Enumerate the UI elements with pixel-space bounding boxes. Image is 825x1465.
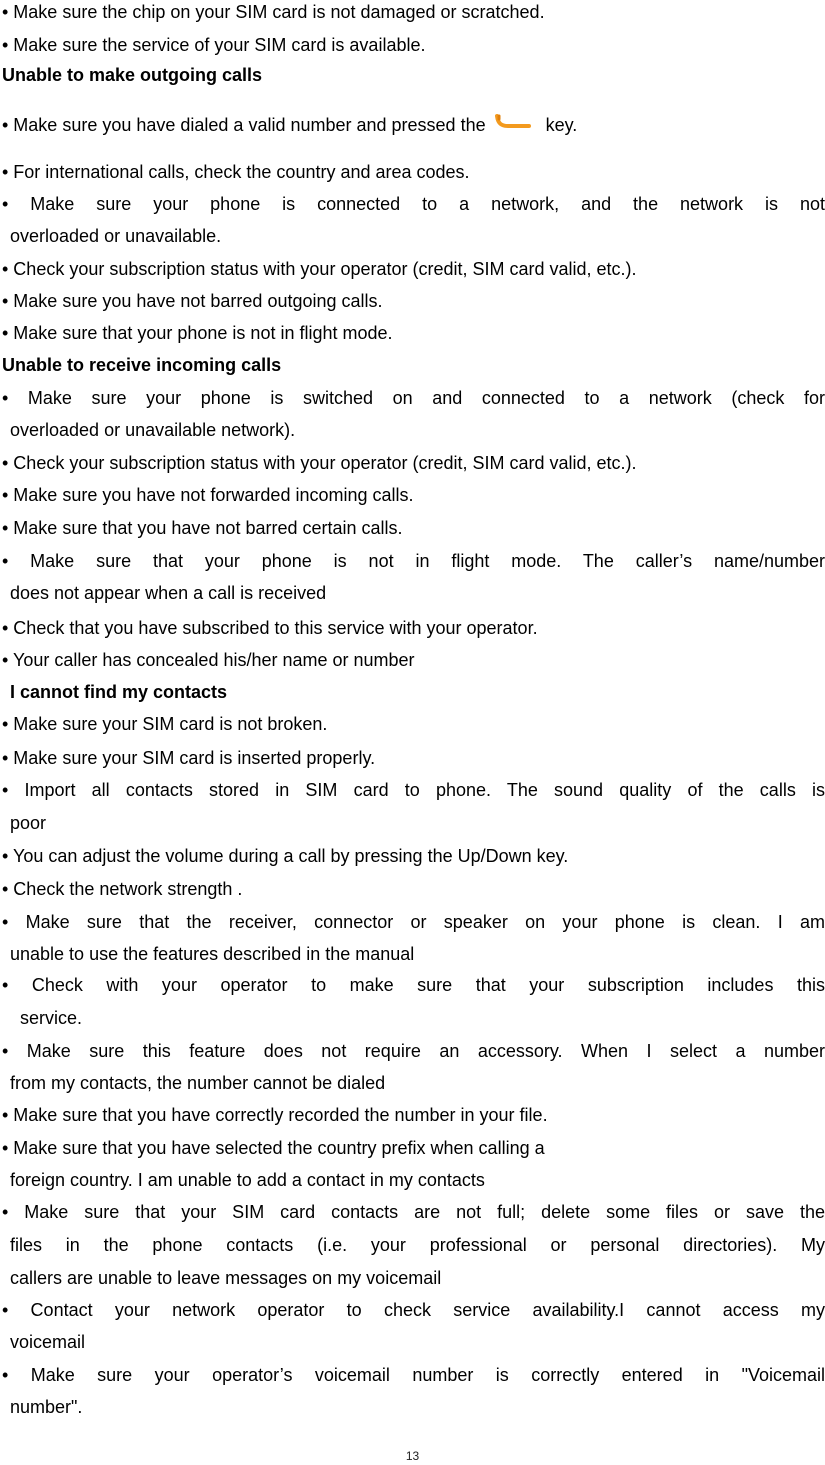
text-line: files in the phone contacts (i.e. your professional or personal directories). My — [10, 1235, 825, 1255]
call-key-icon — [494, 113, 532, 133]
text-line: number". — [10, 1397, 83, 1417]
text-line: • Make sure your phone is connected to a network, and the network is not — [2, 194, 825, 214]
text-line: voicemail — [10, 1332, 86, 1352]
text-line: • Import all contacts stored in SIM card to phone. The sound quality of the calls is — [2, 780, 825, 800]
text-line: • Make sure that your phone is not in flight mode. The caller’s name/number — [2, 551, 825, 571]
text-line: • Check your subscription status with your operator (credit, SIM card valid, etc.). — [2, 453, 637, 473]
text-fragment: key. — [545, 115, 578, 135]
text-line — [2, 108, 825, 142]
text-fragment: • Make sure you have dialed a valid number and pressed the — [2, 115, 486, 135]
text-line: • Make sure that you have not barred certain calls. — [2, 518, 403, 538]
text-line: • Check that you have subscribed to this service with your operator. — [2, 618, 538, 638]
text-line: • Make sure your operator’s voicemail number is correctly entered in "Voicemail — [2, 1365, 825, 1385]
text-line: foreign country. I am unable to add a contact in my contacts — [10, 1170, 485, 1190]
text-line: • Make sure you have not forwarded incoming calls. — [2, 485, 414, 505]
text-line: • Make sure the service of your SIM card is available. — [2, 35, 426, 55]
text-line: does not appear when a call is received — [10, 583, 327, 603]
text-line: overloaded or unavailable. — [10, 226, 222, 246]
text-line: • Make sure that your SIM card contacts are not full; delete some files or save the — [2, 1202, 825, 1222]
text-line: service. — [20, 1008, 83, 1028]
text-line: • Make sure that you have selected the country prefix when calling a — [2, 1138, 545, 1158]
page-number: 13 — [405, 1449, 420, 1463]
text-line: • Check the network strength . — [2, 879, 243, 899]
section-heading: I cannot find my contacts — [10, 682, 228, 702]
section-heading: Unable to receive incoming calls — [2, 355, 282, 375]
text-line: • Make sure this feature does not require an accessory. When I select a number — [2, 1041, 825, 1061]
text-line: callers are unable to leave messages on my voicemail — [10, 1268, 442, 1288]
text-line: • Your caller has concealed his/her name or number — [2, 650, 415, 670]
text-line: • For international calls, check the country and area codes. — [2, 162, 470, 182]
text-line: poor — [10, 813, 47, 833]
text-line: • You can adjust the volume during a call by pressing the Up/Down key. — [2, 846, 569, 866]
text-line: • Check with your operator to make sure that your subscription includes this — [2, 975, 825, 995]
text-line: overloaded or unavailable network). — [10, 420, 296, 440]
text-line: • Check your subscription status with your operator (credit, SIM card valid, etc.). — [2, 259, 637, 279]
text-line: from my contacts, the number cannot be dialed — [10, 1073, 386, 1093]
section-heading: Unable to make outgoing calls — [2, 65, 263, 85]
text-line: • Make sure that your phone is not in flight mode. — [2, 323, 393, 343]
text-line: • Make sure that the receiver, connector or speaker on your phone is clean. I am — [2, 912, 825, 932]
text-line: • Make sure you have not barred outgoing calls. — [2, 291, 383, 311]
text-line: • Make sure your SIM card is inserted properly. — [2, 748, 376, 768]
text-line: unable to use the features described in the manual — [10, 944, 415, 964]
text-line: • Contact your network operator to check service availability.I cannot access my — [2, 1300, 825, 1320]
text-line: • Make sure your SIM card is not broken. — [2, 714, 328, 734]
text-line: • Make sure the chip on your SIM card is not damaged or scratched. — [2, 2, 545, 22]
text-line: • Make sure that you have correctly recorded the number in your file. — [2, 1105, 548, 1125]
text-line: • Make sure your phone is switched on and connected to a network (check for — [2, 388, 825, 408]
